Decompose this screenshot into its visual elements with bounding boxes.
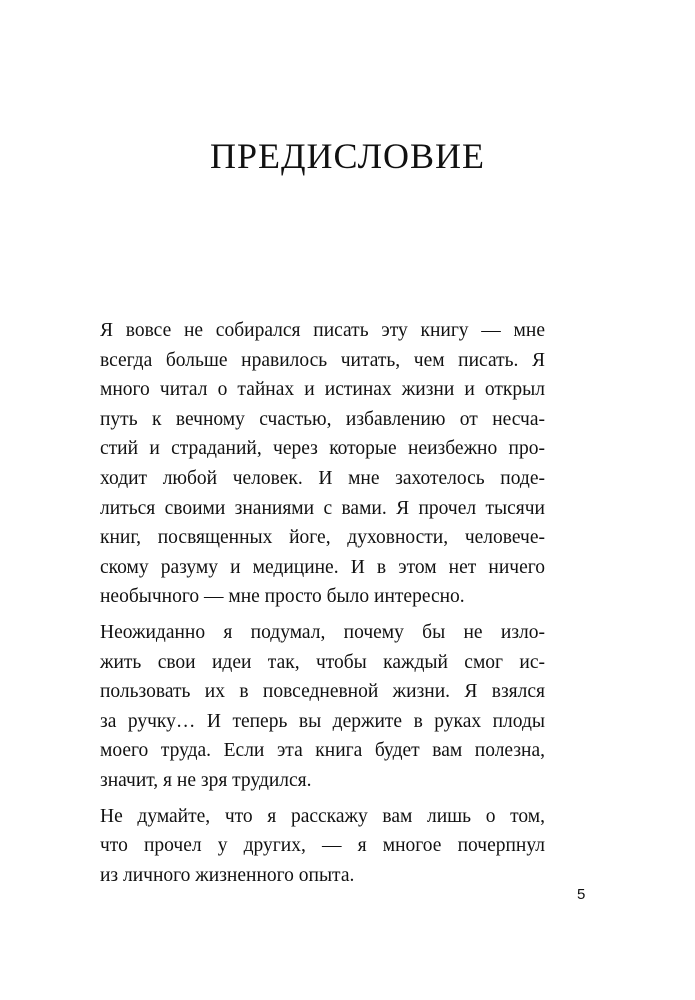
paragraph <box>100 618 545 796</box>
text-line: скому разуму и медицине. И в этом нет ничего <box>100 556 545 578</box>
paragraph <box>100 316 545 612</box>
text-line: всегда больше нравилось читать, чем писать. Я <box>100 349 545 371</box>
text-line: жить свои идеи так, чтобы каждый смог ис- <box>100 651 545 673</box>
text-line: пользовать их в повседневной жизни. Я взялся <box>100 681 545 703</box>
text-line: книг, посвященных йоге, духовности, человече- <box>100 527 545 549</box>
text-line: путь к вечному счастью, избавлению от несча- <box>100 408 545 430</box>
text-line: значит, я не зря трудился. <box>100 769 312 791</box>
chapter-title: ПРЕДИСЛОВИЕ <box>209 136 486 176</box>
text-line: из личного жизненного опыта. <box>100 864 355 886</box>
text-line: много читал о тайнах и истинах жизни и открыл <box>100 379 545 401</box>
body-text <box>100 316 545 890</box>
text-line: Неожиданно я подумал, почему бы не изло- <box>100 621 545 643</box>
text-line: необычного — мне просто было интересно. <box>100 586 465 608</box>
text-line: за ручку… И теперь вы держите в руках плоды <box>100 710 545 732</box>
paragraph <box>100 802 545 891</box>
page-number: 5 <box>577 886 586 903</box>
text-line: литься своими знаниями с вами. Я прочел тысячи <box>100 497 545 519</box>
text-line: Я вовсе не собирался писать эту книгу — мне <box>100 320 545 341</box>
text-line: ходит любой человек. И мне захотелось поде- <box>100 467 545 489</box>
text-line: стий и страданий, через которые неизбежно про- <box>100 438 545 460</box>
text-line: что прочел у других, — я многое почерпнул <box>100 835 545 857</box>
text-line: Не думайте, что я расскажу вам лишь о том, <box>100 805 545 827</box>
text-line: моего труда. Если эта книга будет вам полезна, <box>100 740 545 762</box>
